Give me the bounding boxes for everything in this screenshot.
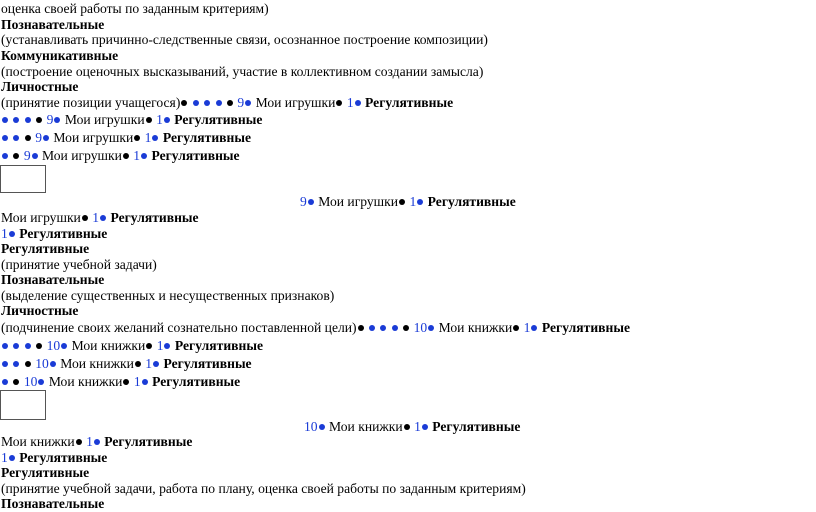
bullet-dot <box>38 379 44 385</box>
text-span: Мои игрушки <box>64 112 145 127</box>
label-regulative: Регулятивные <box>365 95 454 110</box>
heading-personal: Личностные <box>1 79 79 94</box>
bullet-dot <box>164 343 170 349</box>
number: 1 <box>145 356 153 371</box>
bullet-dot <box>43 135 49 141</box>
number: 1 <box>414 419 421 434</box>
text-span: Мои книжки <box>1 434 75 449</box>
text-line: (принятие учебной задачи) <box>1 257 157 272</box>
bullet-dot <box>336 100 342 106</box>
number: 9 <box>46 112 54 127</box>
number: 1 <box>409 194 417 209</box>
number: 1 <box>156 338 164 353</box>
bullet-line <box>1 210 199 226</box>
bullet-dot <box>181 100 187 106</box>
bullet-dot <box>61 343 67 349</box>
bullet-dot <box>2 117 8 123</box>
number: 1 <box>133 148 141 163</box>
label-regulative: Регулятивные <box>432 419 521 434</box>
bullet-line <box>1 226 107 242</box>
bullet-dot <box>146 343 152 349</box>
bullet-dot <box>123 153 129 159</box>
heading-personal: Личностные <box>1 303 79 318</box>
bullet-line <box>304 419 520 435</box>
bullet-dot <box>308 199 314 205</box>
text-line: (принятие учебной задачи, работа по плану, оценка своей работы по заданным критериям) <box>1 481 526 496</box>
bullet-line <box>300 194 516 210</box>
bullet-dot <box>9 455 15 461</box>
number: 10 <box>35 356 49 371</box>
bullet-dot <box>355 100 361 106</box>
bullet-dot <box>94 439 100 445</box>
number: 1 <box>1 226 8 241</box>
bullet-dot <box>142 379 148 385</box>
bullet-line <box>1 130 251 146</box>
number: 10 <box>304 419 318 434</box>
bullet-dot <box>25 361 31 367</box>
text-span: Мои книжки <box>60 356 134 371</box>
bullet-dot <box>152 135 158 141</box>
text-span: Мои книжки <box>71 338 146 353</box>
bullet-dot <box>82 215 88 221</box>
number: 10 <box>413 320 428 335</box>
bullet-dot <box>369 325 375 331</box>
bullet-dot <box>392 325 398 331</box>
label-regulative: Регулятивные <box>174 112 263 127</box>
number: 10 <box>23 374 38 389</box>
bullet-dot <box>25 135 31 141</box>
bullet-dot <box>204 100 210 106</box>
text-line: (устанавливать причинно-следственные связи, осознанное построение композиции) <box>1 32 488 47</box>
label-regulative: Регулятивные <box>163 356 252 371</box>
bullet-dot <box>13 343 19 349</box>
label-regulative: Регулятивные <box>19 226 108 241</box>
bullet-dot <box>13 379 19 385</box>
text-line: (построение оценочных высказываний, участие в коллективном создании замысла) <box>1 64 484 79</box>
bullet-dot <box>32 153 38 159</box>
text-span: Мои книжки <box>438 320 513 335</box>
text-span: (подчинение своих желаний сознательно поставленной цели) <box>1 320 357 335</box>
bullet-dot <box>13 361 19 367</box>
bullet-dot <box>13 117 19 123</box>
number: 1 <box>1 450 8 465</box>
label-regulative: Регулятивные <box>19 450 108 465</box>
bullet-dot <box>227 100 233 106</box>
text-span: Мои игрушки <box>255 95 336 110</box>
bullet-dot <box>216 100 222 106</box>
text-span: Мои книжки <box>48 374 123 389</box>
bullet-dot <box>403 325 409 331</box>
label-regulative: Регулятивные <box>151 148 240 163</box>
number: 1 <box>523 320 531 335</box>
bullet-dot <box>2 361 8 367</box>
label-regulative: Регулятивные <box>104 434 193 449</box>
number: 1 <box>156 112 163 127</box>
bullet-dot <box>135 361 141 367</box>
bullet-dot <box>399 199 405 205</box>
text-line: (выделение существенных и несущественных признаков) <box>1 288 335 303</box>
text-span: (принятие позиции учащегося) <box>1 95 181 110</box>
bullet-dot <box>2 153 8 159</box>
bullet-dot <box>193 100 199 106</box>
heading-regulative: Регулятивные <box>1 241 90 256</box>
empty-frame <box>0 165 46 193</box>
label-regulative: Регулятивные <box>174 338 263 353</box>
bullet-line <box>1 95 453 111</box>
text-span: Мои игрушки <box>42 148 122 163</box>
bullet-dot <box>123 379 129 385</box>
bullet-line <box>1 450 107 466</box>
bullet-dot <box>36 117 42 123</box>
label-regulative: Регулятивные <box>427 194 516 209</box>
bullet-line <box>1 112 262 128</box>
number: 1 <box>92 210 100 225</box>
number: 9 <box>35 130 43 145</box>
bullet-line <box>1 320 630 336</box>
bullet-dot <box>25 343 31 349</box>
label-regulative: Регулятивные <box>541 320 630 335</box>
bullet-dot <box>513 325 519 331</box>
text-line: оценка своей работы по заданным критериям) <box>1 1 269 16</box>
bullet-dot <box>531 325 537 331</box>
bullet-dot <box>153 361 159 367</box>
number: 9 <box>23 148 31 163</box>
bullet-dot <box>9 231 15 237</box>
bullet-dot <box>422 424 428 430</box>
bullet-line <box>1 148 240 164</box>
bullet-dot <box>428 325 434 331</box>
bullet-dot <box>50 361 56 367</box>
bullet-dot <box>146 117 152 123</box>
bullet-dot <box>404 424 410 430</box>
number: 1 <box>144 130 152 145</box>
number: 9 <box>237 95 245 110</box>
bullet-dot <box>25 117 31 123</box>
bullet-dot <box>319 424 325 430</box>
bullet-dot <box>2 135 8 141</box>
bullet-dot <box>358 325 364 331</box>
bullet-dot <box>134 135 140 141</box>
heading-communicative: Коммуникативные <box>1 48 119 63</box>
bullet-line <box>1 338 263 354</box>
bullet-dot <box>13 135 19 141</box>
heading-cognitive: Познавательные <box>1 496 105 511</box>
number: 9 <box>300 194 307 209</box>
text-span: Мои игрушки <box>318 194 399 209</box>
bullet-dot <box>164 117 170 123</box>
heading-cognitive: Познавательные <box>1 272 105 287</box>
bullet-line <box>1 374 240 390</box>
number: 1 <box>346 95 354 110</box>
bullet-dot <box>2 343 8 349</box>
bullet-dot <box>2 379 8 385</box>
heading-cognitive: Познавательные <box>1 17 105 32</box>
label-regulative: Регулятивные <box>152 374 241 389</box>
bullet-dot <box>76 439 82 445</box>
bullet-dot <box>141 153 147 159</box>
bullet-dot <box>13 153 19 159</box>
label-regulative: Регулятивные <box>110 210 199 225</box>
bullet-dot <box>380 325 386 331</box>
number: 1 <box>133 374 141 389</box>
bullet-line <box>1 356 252 372</box>
heading-regulative: Регулятивные <box>1 465 90 480</box>
bullet-dot <box>54 117 60 123</box>
empty-frame <box>0 390 46 420</box>
number: 1 <box>86 434 93 449</box>
label-regulative: Регулятивные <box>162 130 251 145</box>
bullet-dot <box>36 343 42 349</box>
text-span: Мои игрушки <box>1 210 81 225</box>
bullet-dot <box>100 215 106 221</box>
text-span: Мои игрушки <box>53 130 134 145</box>
text-span: Мои книжки <box>329 419 403 434</box>
bullet-dot <box>245 100 251 106</box>
bullet-dot <box>417 199 423 205</box>
bullet-line <box>1 434 192 450</box>
number: 10 <box>46 338 61 353</box>
